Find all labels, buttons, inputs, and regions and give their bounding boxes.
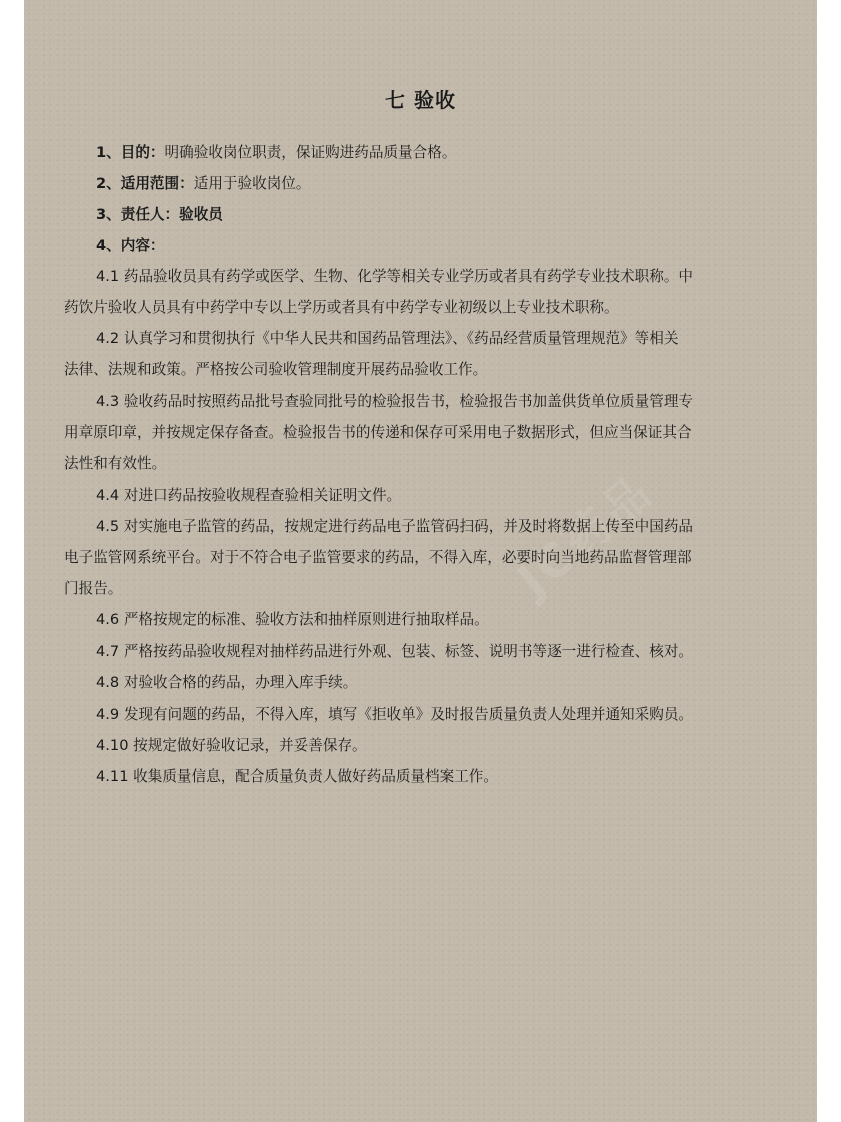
item-purpose-text: 明确验收岗位职责，保证购进药品质量合格。	[164, 144, 457, 161]
clause-4-7: 4.7 严格按药品验收规程对抽样药品进行外观、包装、标签、说明书等逐一进行检查、核对。	[96, 643, 694, 660]
item-scope	[96, 174, 310, 194]
item-responsible: 3、责任人：验收员	[96, 206, 223, 223]
clause-4-9: 4.9 发现有问题的药品，不得入库，填写《拒收单》及时报告质量负责人处理并通知采购员。	[96, 706, 694, 723]
clause-4-5-line-2: 电子监管网系统平台。对于不符合电子监管要求的药品，不得入库，必要时向当地药品监督管理部	[64, 549, 692, 566]
clause-4-6: 4.6 严格按规定的标准、验收方法和抽样原则进行抽取样品。	[96, 611, 489, 628]
document-page	[24, 0, 817, 1122]
item-purpose-label: 1、目的：	[96, 144, 165, 161]
clause-4-11: 4.11 收集质量信息，配合质量负责人做好药品质量档案工作。	[96, 768, 498, 785]
clause-4-5-line-3: 门报告。	[64, 580, 123, 597]
clause-4-2-line-1: 4.2 认真学习和贯彻执行《中华人民共和国药品管理法》、《药品经营质量管理规范》等相关	[96, 330, 679, 347]
item-purpose	[96, 143, 456, 163]
clause-4-1-line-1: 4.1 药品验收员具有药学或医学、生物、化学等相关专业学历或者具有药学专业技术职称。中	[96, 268, 694, 285]
item-content: 4、内容：	[96, 237, 165, 254]
clause-4-5-line-1: 4.5 对实施电子监管的药品，按规定进行药品电子监管码扫码，并及时将数据上传至中国药品	[96, 518, 694, 535]
watermark: JC药品	[507, 463, 664, 608]
clause-4-3-line-3: 法性和有效性。	[64, 455, 167, 472]
clause-4-2-line-2: 法律、法规和政策。严格按公司验收管理制度开展药品验收工作。	[64, 361, 488, 378]
clause-4-3-line-1: 4.3 验收药品时按照药品批号查验同批号的检验报告书，检验报告书加盖供货单位质量管理专	[96, 393, 694, 410]
clause-4-1-line-2: 药饮片验收人员具有中药学中专以上学历或者具有中药学专业初级以上专业技术职称。	[64, 299, 619, 316]
item-scope-text: 适用于验收岗位。	[193, 175, 311, 192]
clause-4-3-line-2: 用章原印章，并按规定保存备查。检验报告书的传递和保存可采用电子数据形式，但应当保证其合	[64, 424, 692, 441]
clause-4-10: 4.10 按规定做好验收记录，并妥善保存。	[96, 737, 367, 754]
page-title: 七 验收	[385, 88, 456, 112]
item-scope-label: 2、适用范围：	[96, 175, 194, 192]
clause-4-8: 4.8 对验收合格的药品，办理入库手续。	[96, 674, 358, 691]
clause-4-4: 4.4 对进口药品按验收规程查验相关证明文件。	[96, 487, 402, 504]
